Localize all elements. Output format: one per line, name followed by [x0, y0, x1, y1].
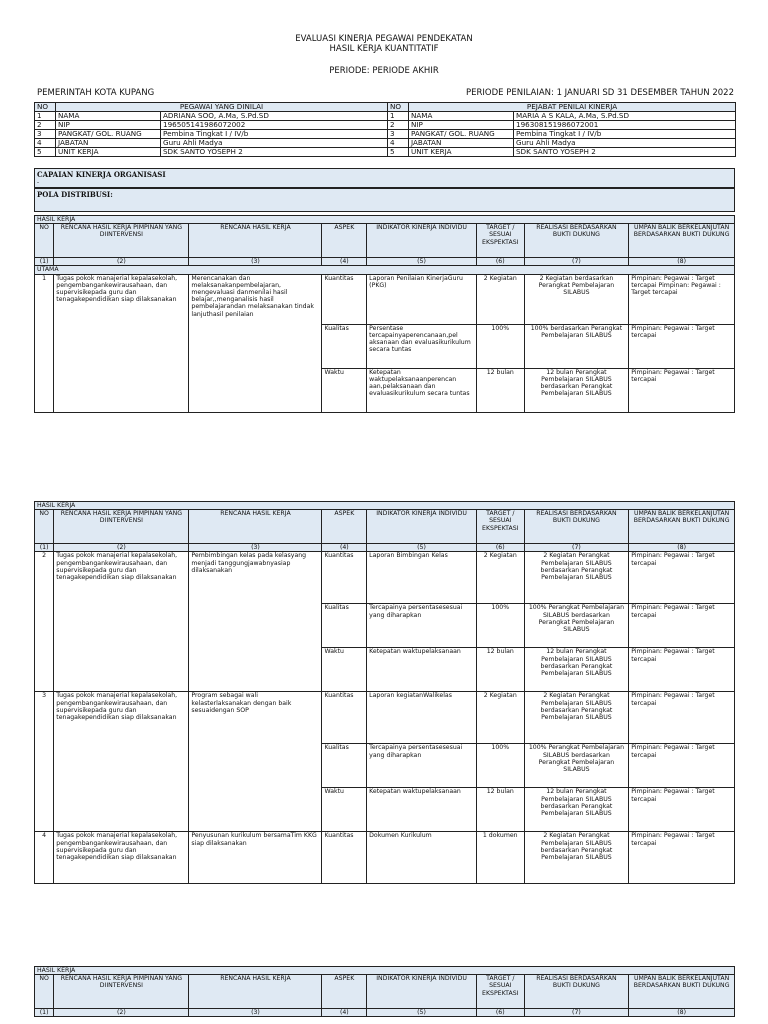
pegawai-row-no: 5 — [35, 148, 56, 157]
target: 2 Kegiatan — [476, 552, 524, 604]
periode-penilaian: PERIODE PENILAIAN: 1 JANUARI SD 31 DESEMBER TAHUN 2022 — [466, 88, 734, 98]
pegawai-row-no: 4 — [35, 139, 56, 148]
col-header: RENCANA HASIL KERJA — [189, 510, 322, 544]
col-header: REALISASI BERDASARKAN BUKTI DUKUNG — [524, 224, 629, 258]
col-header: NO — [35, 510, 54, 544]
penilai-title: PEJABAT PENILAI KINERJA — [409, 103, 736, 112]
col-number: (8) — [629, 1009, 735, 1017]
col-header: UMPAN BALIK BERKELANJUTAN BERDASARKAN BUKTI DUKUNG — [629, 224, 735, 258]
col-header: INDIKATOR KINERJA INDIVIDU — [367, 975, 477, 1009]
col-header: ASPEK — [322, 510, 367, 544]
umpan-balik: Pimpinan: Pegawai : Target tercapai — [629, 648, 735, 692]
pegawai-jabatan: Guru Ahli Madya — [161, 139, 388, 148]
section-label: HASIL KERJA — [35, 967, 735, 975]
penilai-row-no: 5 — [388, 148, 409, 157]
col-number: (5) — [367, 544, 477, 552]
penilai-pangkat: Pembina Tingkat I / IV/b — [514, 130, 736, 139]
col-number: (7) — [524, 1009, 629, 1017]
pegawai-row-label: NAMA — [56, 112, 161, 121]
hasil-kerja-table — [34, 215, 735, 413]
col-header: INDIKATOR KINERJA INDIVIDU — [367, 224, 477, 258]
section-label: HASIL KERJA — [35, 502, 735, 510]
capaian-box — [34, 168, 735, 188]
realisasi: 100% Perangkat Pembelajaran SILABUS berdasarkan Perangkat Pembelajaran SILABUS — [524, 744, 629, 788]
umpan-balik: Pimpinan: Pegawai : Target tercapai — [629, 692, 735, 744]
umpan-balik: Pimpinan: Pegawai : Target tercapai Pimpinan: Pegawai : Target tercapai — [629, 274, 735, 324]
indikator: Laporan kegiatanWalikelas — [367, 692, 477, 744]
aspek: Kualitas — [322, 744, 367, 788]
indikator: Laporan Penilaian KinerjaGuru (PKG) — [367, 274, 477, 324]
realisasi: 100% berdasarkan Perangkat Pembelajaran SILABUS — [524, 324, 629, 368]
task-no: 3 — [35, 692, 54, 832]
task-no: 4 — [35, 832, 54, 884]
col-number: (3) — [189, 258, 322, 266]
fola-box — [34, 188, 735, 212]
aspek: Waktu — [322, 788, 367, 832]
pegawai-pangkat: Pembina Tingkat I / IV/b — [161, 130, 388, 139]
indikator: Dokumen Kurikulum — [367, 832, 477, 884]
indikator: Ketepatan waktupelaksanaan — [367, 648, 477, 692]
capaian-label: CAPAIAN KINERJA ORGANISASI — [37, 170, 166, 179]
realisasi: 2 Kegiatan berdasarkan Perangkat Pembelajaran SILABUS — [524, 274, 629, 324]
pegawai-row-no: 1 — [35, 112, 56, 121]
col-number: (3) — [189, 1009, 322, 1017]
penilai-row-no: 4 — [388, 139, 409, 148]
aspek: Kuantitas — [322, 832, 367, 884]
col-number: (2) — [54, 544, 189, 552]
penilai-unit-kerja: SDK SANTO YOSEPH 2 — [514, 148, 736, 157]
col-number: (8) — [629, 258, 735, 266]
hasil-kerja-table — [34, 966, 735, 1017]
aspek: Kuantitas — [322, 274, 367, 324]
realisasi: 2 Kegiatan Perangkat Pembelajaran SILABUS berdasarkan Perangkat Pembelajaran SILABUS — [524, 692, 629, 744]
pegawai-row-label: PANGKAT/ GOL. RUANG — [56, 130, 161, 139]
col-number: (4) — [322, 258, 367, 266]
task-rencana: Pembimbingan kelas pada kelasyang menjadi tanggungjawabnyasiap dilaksanakan — [189, 552, 322, 692]
pegawai-row-label: UNIT KERJA — [56, 148, 161, 157]
col-number: (6) — [476, 258, 524, 266]
col-number: (5) — [367, 258, 477, 266]
penilai-row-label: JABATAN — [409, 139, 514, 148]
identity-row — [35, 121, 736, 130]
target: 12 bulan — [476, 368, 524, 412]
col-header: ASPEK — [322, 224, 367, 258]
col-header: RENCANA HASIL KERJA PIMPINAN YANG DIINTERVENSI — [54, 510, 189, 544]
column-number-row — [35, 1009, 735, 1017]
identity-header-row — [35, 103, 736, 112]
column-header-row — [35, 510, 735, 544]
realisasi: 100% Perangkat Pembelajaran SILABUS berdasarkan Perangkat Pembelajaran SILABUS — [524, 604, 629, 648]
col-number: (4) — [322, 1009, 367, 1017]
task-rencana: Program sebagai wali kelasterlaksanakan dengan baik sesuaidengan SOP — [189, 692, 322, 832]
table-row — [35, 692, 735, 744]
hasil-kerja-page-2 — [34, 501, 735, 884]
col-header: INDIKATOR KINERJA INDIVIDU — [367, 510, 477, 544]
target: 12 bulan — [476, 648, 524, 692]
pegawai-unit-kerja: SDK SANTO YOSEPH 2 — [161, 148, 388, 157]
penilai-row-no: 2 — [388, 121, 409, 130]
col-header: NO — [35, 224, 54, 258]
target: 1 dokumen — [476, 832, 524, 884]
col-header: REALISASI BERDASARKAN BUKTI DUKUNG — [524, 975, 629, 1009]
umpan-balik: Pimpinan: Pegawai : Target tercapai — [629, 832, 735, 884]
col-header: NO — [35, 975, 54, 1009]
penilai-row-label: NAMA — [409, 112, 514, 121]
col-number: (8) — [629, 544, 735, 552]
task-no: 1 — [35, 274, 54, 412]
col-number: (4) — [322, 544, 367, 552]
aspek: Kuantitas — [322, 692, 367, 744]
indikator: Tercapainya persentasesesuai yang diharapkan — [367, 604, 477, 648]
col-number: (6) — [476, 1009, 524, 1017]
pegawai-title: PEGAWAI YANG DINILAI — [56, 103, 388, 112]
pegawai-nip: 196505141986072002 — [161, 121, 388, 130]
realisasi: 12 bulan Perangkat Pembelajaran SILABUS berdasarkan Perangkat Pembelajaran SILABUS — [524, 368, 629, 412]
task-rencana: Merencanakan dan melaksanakanpembelajaran, mengevaluasi danmenilai hasil belajar,,menganalisis hasil pembelajarandan melaksanakan tindak lanjuthasil penilaian — [189, 274, 322, 412]
column-header-row — [35, 224, 735, 258]
aspek: Kualitas — [322, 604, 367, 648]
pegawai-row-no: 2 — [35, 121, 56, 130]
pegawai-row-no: 3 — [35, 130, 56, 139]
col-header: UMPAN BALIK BERKELANJUTAN BERDASARKAN BUKTI DUKUNG — [629, 975, 735, 1009]
realisasi: 12 bulan Perangkat Pembelajaran SILABUS berdasarkan Perangkat Pembelajaran SILABUS — [524, 788, 629, 832]
col-header: TARGET / SESUAI EKSPEKTASI — [476, 224, 524, 258]
penilai-no-header: NO — [388, 103, 409, 112]
umpan-balik: Pimpinan: Pegawai : Target tercapai — [629, 744, 735, 788]
section-label: HASIL KERJA — [35, 216, 735, 224]
hasil-kerja-table — [34, 501, 735, 884]
task-rencana: Penyusunan kurikulum bersamaTim KKG siap dilaksanakan — [189, 832, 322, 884]
column-header-row — [35, 975, 735, 1009]
indikator: Tercapainya persentasesesuai yang diharapkan — [367, 744, 477, 788]
column-number-row — [35, 258, 735, 266]
umpan-balik: Pimpinan: Pegawai : Target tercapai — [629, 552, 735, 604]
pegawai-no-header: NO — [35, 103, 56, 112]
penilai-jabatan: Guru Ahli Madya — [514, 139, 736, 148]
task-pimpinan: Tugas pokok manajerial kepalasekolah, pengembangankewirausahaan, dan supervisikepada guru dan tenagakependidikan siap dilaksanakan — [54, 552, 189, 692]
indikator: Ketepatan waktupelaksanaanperencan aan,pelaksanaan dan evaluasikurikulum secara tuntas — [367, 368, 477, 412]
doc-periode: PERIODE: PERIODE AKHIR — [329, 66, 439, 76]
hasil-kerja-page-3 — [34, 966, 735, 1024]
col-header: ASPEK — [322, 975, 367, 1009]
penilai-row-no: 1 — [388, 112, 409, 121]
column-number-row — [35, 544, 735, 552]
penilai-row-label: PANGKAT/ GOL. RUANG — [409, 130, 514, 139]
identity-row — [35, 139, 736, 148]
col-number: (5) — [367, 1009, 477, 1017]
col-number: (1) — [35, 258, 54, 266]
col-header: RENCANA HASIL KERJA PIMPINAN YANG DIINTERVENSI — [54, 224, 189, 258]
target: 12 bulan — [476, 788, 524, 832]
col-header: UMPAN BALIK BERKELANJUTAN BERDASARKAN BUKTI DUKUNG — [629, 510, 735, 544]
fola-label: POLA DISTRIBUSI: — [37, 190, 113, 199]
pegawai-row-label: NIP — [56, 121, 161, 130]
task-no: 2 — [35, 552, 54, 692]
indikator: Persentase tercapainyaperencanaan,pel aksanaan dan evaluasikurikulum secara tuntas — [367, 324, 477, 368]
umpan-balik: Pimpinan: Pegawai : Target tercapai — [629, 604, 735, 648]
doc-title-1: EVALUASI KINERJA PEGAWAI PENDEKATAN — [295, 34, 473, 44]
target: 100% — [476, 324, 524, 368]
indikator: Ketepatan waktupelaksanaan — [367, 788, 477, 832]
col-header: TARGET / SESUAI EKSPEKTASI — [476, 975, 524, 1009]
umpan-balik: Pimpinan: Pegawai : Target tercapai — [629, 324, 735, 368]
utama-label: UTAMA — [35, 266, 735, 274]
col-number: (7) — [524, 258, 629, 266]
table-row — [35, 552, 735, 604]
col-number: (6) — [476, 544, 524, 552]
instansi: PEMERINTAH KOTA KUPANG — [37, 88, 155, 98]
task-pimpinan: Tugas pokok manajerial kepalasekolah, pengembangankewirausahaan, dan supervisikepada guru dan tenagakependidikan siap dilaksanakan — [54, 692, 189, 832]
umpan-balik: Pimpinan: Pegawai : Target tercapai — [629, 368, 735, 412]
col-header: RENCANA HASIL KERJA — [189, 975, 322, 1009]
col-header: TARGET / SESUAI EKSPEKTASI — [476, 510, 524, 544]
penilai-row-no: 3 — [388, 130, 409, 139]
penilai-row-label: UNIT KERJA — [409, 148, 514, 157]
pegawai-nama: ADRIANA SOO, A.Ma, S.Pd.SD — [161, 112, 388, 121]
hasil-kerja-page-1 — [34, 215, 735, 413]
aspek: Waktu — [322, 368, 367, 412]
col-number: (1) — [35, 1009, 54, 1017]
col-number: (2) — [54, 258, 189, 266]
aspek: Kualitas — [322, 324, 367, 368]
realisasi: 2 Kegiatan Perangkat Pembelajaran SILABUS berdasarkan Perangkat Pembelajaran SILABUS — [524, 552, 629, 604]
doc-title-2: HASIL KERJA KUANTITATIF — [329, 44, 439, 54]
identity-row — [35, 130, 736, 139]
col-header: RENCANA HASIL KERJA PIMPINAN YANG DIINTERVENSI — [54, 975, 189, 1009]
aspek: Waktu — [322, 648, 367, 692]
identity-table — [34, 102, 736, 157]
penilai-nama: MARIA A S KALA, A.Ma, S.Pd.SD — [514, 112, 736, 121]
target: 100% — [476, 604, 524, 648]
target: 2 Kegiatan — [476, 274, 524, 324]
realisasi: 2 Kegiatan Perangkat Pembelajaran SILABUS berdasarkan Perangkat Pembelajaran SILABUS — [524, 832, 629, 884]
target: 100% — [476, 744, 524, 788]
identity-row — [35, 148, 736, 157]
capaian-value: - — [37, 179, 40, 186]
pegawai-row-label: JABATAN — [56, 139, 161, 148]
col-number: (7) — [524, 544, 629, 552]
task-pimpinan: Tugas pokok manajerial kepalasekolah, pengembangankewirausahaan, dan supervisikepada guru dan tenagakependidikan siap dilaksanakan — [54, 274, 189, 412]
penilai-row-label: NIP — [409, 121, 514, 130]
penilai-nip: 196308151986072001 — [514, 121, 736, 130]
umpan-balik: Pimpinan: Pegawai : Target tercapai — [629, 788, 735, 832]
col-number: (3) — [189, 544, 322, 552]
identity-row — [35, 112, 736, 121]
indikator: Laporan Bimbingan Kelas — [367, 552, 477, 604]
col-number: (2) — [54, 1009, 189, 1017]
target: 2 Kegiatan — [476, 692, 524, 744]
task-pimpinan: Tugas pokok manajerial kepalasekolah, pengembangankewirausahaan, dan supervisikepada guru dan tenagakependidikan siap dilaksanakan — [54, 832, 189, 884]
col-number: (1) — [35, 544, 54, 552]
realisasi: 12 bulan Perangkat Pembelajaran SILABUS berdasarkan Perangkat Pembelajaran SILABUS — [524, 648, 629, 692]
table-row — [35, 832, 735, 884]
col-header: REALISASI BERDASARKAN BUKTI DUKUNG — [524, 510, 629, 544]
table-row — [35, 274, 735, 324]
aspek: Kuantitas — [322, 552, 367, 604]
col-header: RENCANA HASIL KERJA — [189, 224, 322, 258]
